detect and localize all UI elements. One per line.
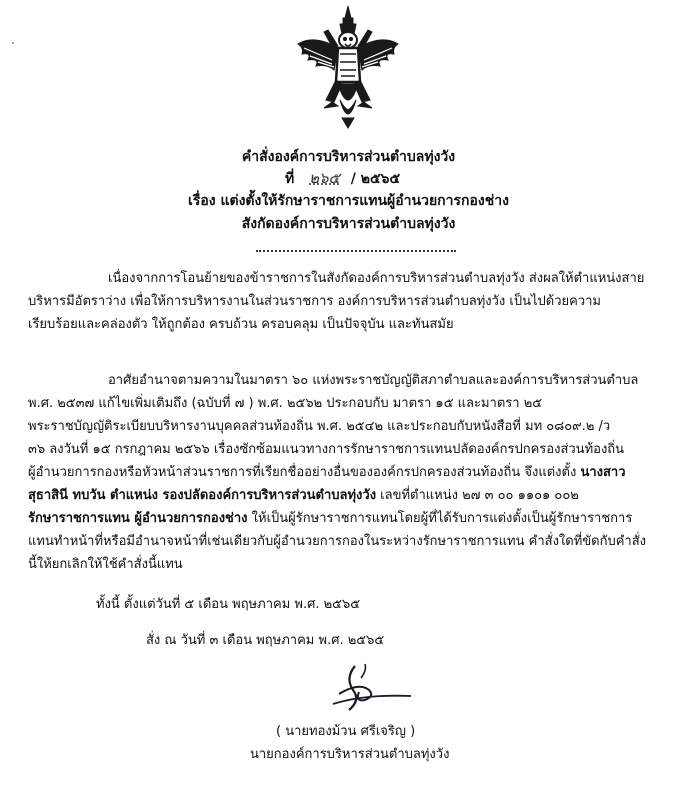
- para1-line3: เรียบร้อยและคล่องตัว ให้ถูกต้อง ครบถ้วน ครอบคลุม เป็นปัจจุบัน และทันสมัย: [28, 317, 454, 332]
- para2-line8: แทนทำหน้าที่หรือมีอำนาจหน้าที่เช่นเดียวกับผู้อำนวยการกองในระหว่างรักษาราชการแทน คำสั่งใดที่ขัดกับคำสั่ง: [28, 534, 647, 549]
- order-number-year: / ๒๕๖๕: [350, 171, 401, 187]
- order-number-handwritten: ๒๖๕: [309, 169, 340, 187]
- appointee-title: นางสาว: [580, 465, 626, 480]
- order-title: คำสั่งองค์การบริหารส่วนตำบลทุ่งวัง: [241, 149, 456, 165]
- header-divider: [256, 250, 456, 252]
- signature-image: [325, 660, 415, 716]
- para2-line5: [28, 464, 626, 482]
- para2-line7: [28, 510, 632, 528]
- position-number: เลขที่ตำแหน่ง ๒๗ ๓ ๐๐ ๑๑๐๑ ๐๐๒: [376, 488, 579, 503]
- signer-name: ( นายทองม้วน ศรีเจริญ ): [276, 724, 416, 739]
- scan-speck: [12, 42, 14, 44]
- order-subject: เรื่อง แต่งตั้งให้รักษาราชการแทนผู้อำนวยการกองช่าง: [188, 193, 509, 209]
- effective-date: ทั้งนี้ ตั้งแต่วันที่ ๕ เดือน พฤษภาคม พ.ศ. ๒๕๖๕: [96, 597, 361, 612]
- order-number: [285, 166, 400, 190]
- appointee-name-position: สุธาสินี ทบวัน ตำแหน่ง รองปลัดองค์การบริหารส่วนตำบลทุ่งวัง: [28, 488, 377, 503]
- para2-line4: ๓๖ ลงวันที่ ๑๕ กรกฎาคม ๒๕๖๖ เรื่องซักซ้อมแนวทางการรักษาราชการแทนปลัดองค์กรปกครองส่วนท้องถิ่น: [28, 442, 625, 457]
- para2-line7-text: ให้เป็นผู้รักษาราชการแทนโดยผู้ที่ได้รับการแต่งตั้งเป็นผู้รักษาราชการ: [247, 511, 633, 526]
- order-number-prefix: ที่: [285, 171, 295, 187]
- para2-line9: นี้ให้ยกเลิกให้ใช้คำสั่งนี้แทน: [28, 557, 183, 572]
- para2-line2: พ.ศ. ๒๕๓๗ แก้ไขเพิ่มเติมถึง (ฉบับที่ ๗ ) พ.ศ. ๒๕๖๒ ประกอบกับ มาตรา ๑๕ และมาตรา ๒๕: [28, 396, 543, 411]
- para2-line5-text: ผู้อำนวยการกองหรือหัวหน้าส่วนราชการที่เรียกชื่ออย่างอื่นขององค์กรปกครองส่วนท้องถิ่น จึงแต่งตั้ง: [28, 465, 581, 480]
- para2-line1: อาศัยอำนาจตามความในมาตรา ๖๐ แห่งพระราชบัญญัติสภาตำบลและองค์การบริหารส่วนตำบล: [108, 373, 639, 388]
- order-subject-line2: สังกัดองค์การบริหารส่วนตำบลทุ่งวัง: [241, 216, 456, 232]
- para1-line1: เนื่องจากการโอนย้ายของข้าราชการในสังกัดองค์การบริหารส่วนตำบลทุ่งวัง ส่งผลให้ตำแหน่งสาย: [108, 271, 645, 286]
- garuda-emblem-icon: [294, 4, 402, 130]
- para1-line2: บริหารมีอัตราว่าง เพื่อให้การบริหารงานในส่วนราชการ องค์การบริหารส่วนตำบลทุ่งวัง เป็นไปด้วยความ: [28, 294, 601, 309]
- para2-line3: พระราชบัญญัติระเบียบบริหารงานบุคคลส่วนท้องถิ่น พ.ศ. ๒๕๔๒ และประกอบกับหนังสือที่ มท ๐๘๐๙.๒ /ว: [28, 419, 611, 434]
- acting-role: รักษาราชการแทน ผู้อำนวยการกองช่าง: [28, 511, 248, 526]
- order-date: สั่ง ณ วันที่ ๓ เดือน พฤษภาคม พ.ศ. ๒๕๖๕: [146, 633, 385, 648]
- signer-position: นายกองค์การบริหารส่วนตำบลทุ่งวัง: [250, 747, 450, 762]
- para2-line6: [28, 487, 579, 505]
